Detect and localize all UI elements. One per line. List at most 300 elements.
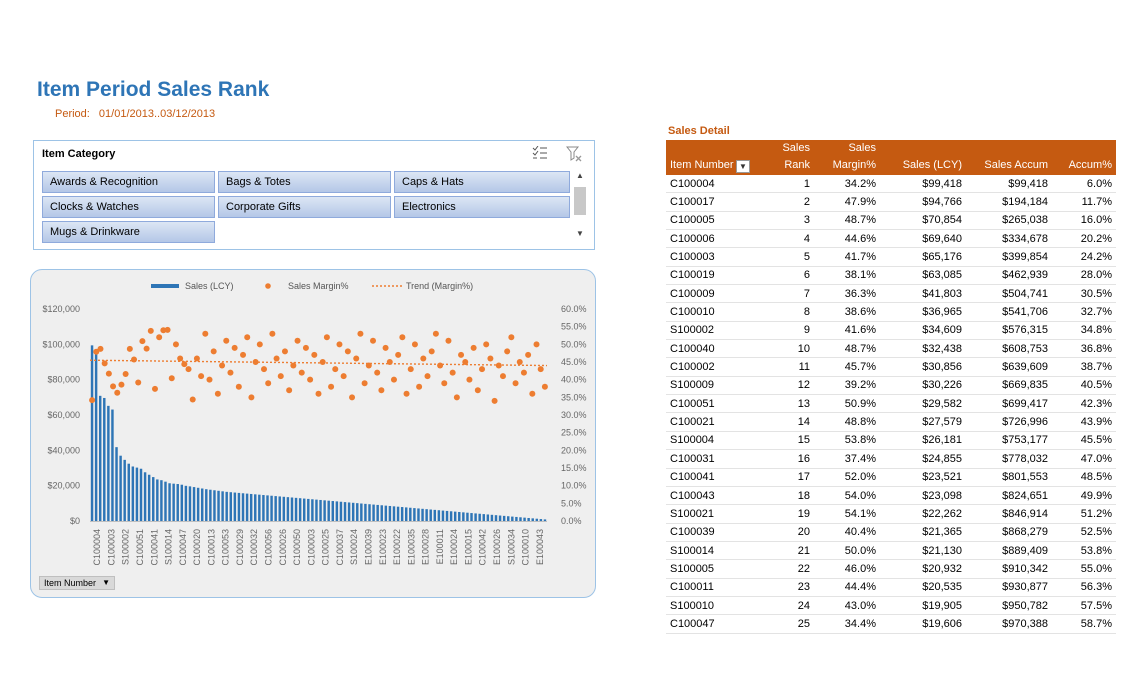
table-cell: $20,535	[880, 578, 966, 596]
slicer-item-bags-totes[interactable]: Bags & Totes	[218, 171, 391, 193]
margin-point	[445, 338, 451, 344]
sales-bar	[454, 512, 456, 521]
sales-bar	[372, 505, 374, 521]
sales-bar	[315, 500, 317, 521]
margin-point	[387, 359, 393, 365]
table-row	[666, 285, 1116, 303]
sales-bar	[527, 518, 529, 521]
table-cell: 34.8%	[1052, 321, 1116, 339]
sales-bar	[234, 493, 236, 521]
table-cell: C100003	[666, 248, 752, 266]
y-right-tick-label: 55.0%	[561, 321, 587, 332]
table-cell: 36.8%	[1052, 340, 1116, 358]
table-cell: $69,640	[880, 230, 966, 248]
margin-point	[139, 338, 145, 344]
sales-bar	[209, 490, 211, 521]
table-row	[666, 358, 1116, 376]
col-header-accum-pct: Accum%	[1052, 140, 1116, 175]
table-cell: S100014	[666, 541, 752, 559]
margin-point	[190, 396, 196, 402]
sales-bar	[523, 518, 525, 521]
table-cell: $32,438	[880, 340, 966, 358]
slicer-header: Item Category	[42, 148, 116, 160]
table-cell: 19	[752, 505, 814, 523]
table-cell: $868,279	[966, 523, 1052, 541]
margin-point	[97, 346, 103, 352]
margin-point	[391, 377, 397, 383]
sales-bar	[172, 484, 174, 521]
table-row	[666, 303, 1116, 321]
sales-bar	[409, 508, 411, 521]
sales-bar	[250, 494, 252, 521]
slicer-item-clocks-watches[interactable]: Clocks & Watches	[42, 196, 215, 218]
table-cell: 48.7%	[814, 340, 880, 358]
x-tick-label: C100004	[92, 529, 103, 566]
margin-point	[429, 348, 435, 354]
sales-bar	[246, 494, 248, 521]
margin-point	[324, 334, 330, 340]
table-cell: 50.0%	[814, 541, 880, 559]
sales-bar	[319, 500, 321, 521]
slicer-scrollbar[interactable]	[572, 171, 588, 243]
table-cell: $669,835	[966, 376, 1052, 394]
table-cell: $970,388	[966, 615, 1052, 633]
margin-point	[534, 341, 540, 347]
sales-bar	[299, 498, 301, 521]
margin-point	[496, 363, 502, 369]
margin-point	[328, 384, 334, 390]
margin-point	[278, 373, 284, 379]
table-cell: $36,965	[880, 303, 966, 321]
x-tick-label: S100002	[120, 529, 131, 566]
table-cell: $24,855	[880, 450, 966, 468]
x-tick-label: E100015	[463, 529, 474, 566]
x-tick-label: S100034	[506, 529, 517, 566]
margin-point	[227, 370, 233, 376]
table-cell: 48.5%	[1052, 468, 1116, 486]
margin-point	[215, 391, 221, 397]
sales-bar	[376, 505, 378, 521]
sales-bar	[487, 514, 489, 521]
table-cell: $94,766	[880, 193, 966, 211]
table-cell: 32.7%	[1052, 303, 1116, 321]
margin-point	[357, 331, 363, 337]
margin-point	[500, 373, 506, 379]
x-tick-label: C100042	[477, 529, 488, 566]
x-tick-label: C100003	[306, 529, 317, 566]
sales-bar	[291, 498, 293, 521]
margin-point	[538, 366, 544, 372]
col-header-label: Sales Margin%	[832, 142, 876, 171]
table-cell: 6	[752, 266, 814, 284]
table-cell: $27,579	[880, 413, 966, 431]
margin-point	[240, 352, 246, 358]
table-cell: S100009	[666, 376, 752, 394]
slicer-item-caps-hats[interactable]: Caps & Hats	[394, 171, 570, 193]
table-cell: $29,582	[880, 395, 966, 413]
sales-bar	[519, 517, 521, 521]
sales-bar	[544, 519, 546, 521]
margin-point	[374, 370, 380, 376]
table-cell: $801,553	[966, 468, 1052, 486]
item-number-field-button[interactable]	[39, 576, 115, 590]
x-tick-label: C100053	[220, 529, 231, 566]
sales-bar	[230, 492, 232, 521]
table-cell: 4	[752, 230, 814, 248]
sales-bar	[99, 396, 101, 521]
sales-bar	[495, 515, 497, 521]
table-cell: 41.7%	[814, 248, 880, 266]
table-cell: 30.5%	[1052, 285, 1116, 303]
table-cell: 18	[752, 486, 814, 504]
table-cell: $334,678	[966, 230, 1052, 248]
margin-point	[408, 366, 414, 372]
sales-bar	[356, 503, 358, 521]
table-row	[666, 266, 1116, 284]
sales-bar	[458, 512, 460, 521]
table-cell: 37.4%	[814, 450, 880, 468]
sales-bar	[274, 496, 276, 521]
margin-point	[295, 338, 301, 344]
margin-point	[450, 370, 456, 376]
margin-point	[173, 341, 179, 347]
clear-filter-icon[interactable]	[566, 146, 582, 162]
table-row	[666, 211, 1116, 229]
table-cell: C100043	[666, 486, 752, 504]
sales-bar	[156, 479, 158, 521]
table-cell: $910,342	[966, 560, 1052, 578]
x-tick-label: C100025	[320, 529, 331, 566]
sales-bar	[303, 499, 305, 521]
legend-label-sales: Sales (LCY)	[185, 281, 234, 291]
table-cell: 38.1%	[814, 266, 880, 284]
table-cell: $778,032	[966, 450, 1052, 468]
sales-bar	[136, 468, 138, 521]
sales-bar	[123, 460, 125, 521]
table-cell: $22,262	[880, 505, 966, 523]
sales-bar	[466, 513, 468, 521]
margin-point	[206, 377, 212, 383]
table-cell: 16	[752, 450, 814, 468]
table-cell: $63,085	[880, 266, 966, 284]
y-left-tick-label: $40,000	[47, 445, 80, 456]
table-row	[666, 578, 1116, 596]
slicer-item-corporate-gifts[interactable]: Corporate Gifts	[218, 196, 391, 218]
table-cell: 3	[752, 211, 814, 229]
table-cell: C100004	[666, 175, 752, 193]
table-cell: $930,877	[966, 578, 1052, 596]
table-cell: C100039	[666, 523, 752, 541]
sales-bar	[177, 484, 179, 521]
sales-bar	[283, 497, 285, 521]
margin-point	[244, 334, 250, 340]
table-cell: 1	[752, 175, 814, 193]
table-cell: C100017	[666, 193, 752, 211]
margin-point	[257, 341, 263, 347]
y-right-tick-label: 20.0%	[561, 445, 587, 456]
x-tick-label: C100026	[277, 529, 288, 566]
sales-detail-title: Sales Detail	[668, 125, 730, 137]
table-cell: 47.9%	[814, 193, 880, 211]
slicer-item-mugs-drinkware[interactable]: Mugs & Drinkware	[42, 221, 215, 243]
table-cell: 42.3%	[1052, 395, 1116, 413]
sales-bar	[287, 497, 289, 521]
sales-bar	[446, 511, 448, 521]
margin-point	[131, 357, 137, 363]
table-cell: $504,741	[966, 285, 1052, 303]
sales-bar	[225, 492, 227, 521]
y-right-tick-label: 50.0%	[561, 339, 587, 350]
sales-bar	[442, 511, 444, 521]
margin-point	[114, 390, 120, 396]
table-cell: $824,651	[966, 486, 1052, 504]
legend-label-margin: Sales Margin%	[288, 281, 349, 291]
col-header-item-number[interactable]	[666, 140, 752, 175]
table-cell: $30,226	[880, 376, 966, 394]
sales-bar	[107, 406, 109, 521]
sales-bar	[381, 505, 383, 521]
table-cell: S100005	[666, 560, 752, 578]
sales-bar	[352, 503, 354, 521]
sales-bar	[91, 345, 93, 521]
table-cell: 11	[752, 358, 814, 376]
y-right-tick-label: 5.0%	[561, 498, 582, 509]
table-cell: $889,409	[966, 541, 1052, 559]
sales-bar	[115, 447, 117, 521]
table-cell: 53.8%	[1052, 541, 1116, 559]
table-cell: $99,418	[966, 175, 1052, 193]
table-row	[666, 541, 1116, 559]
table-row	[666, 560, 1116, 578]
table-cell: $541,706	[966, 303, 1052, 321]
sales-bar	[438, 510, 440, 521]
margin-point	[416, 384, 422, 390]
table-cell: 10	[752, 340, 814, 358]
table-cell: 58.7%	[1052, 615, 1116, 633]
slicer-toolbar	[532, 146, 582, 162]
x-tick-label: E100011	[434, 529, 445, 565]
table-cell: 48.8%	[814, 413, 880, 431]
sales-bar	[470, 513, 472, 521]
table-cell: 2	[752, 193, 814, 211]
table-cell: 49.9%	[1052, 486, 1116, 504]
x-tick-label: C100041	[149, 529, 160, 566]
table-cell: 39.2%	[814, 376, 880, 394]
table-row	[666, 193, 1116, 211]
table-cell: 25	[752, 615, 814, 633]
sales-bar	[254, 494, 256, 521]
table-cell: 15	[752, 431, 814, 449]
margin-point	[118, 382, 124, 388]
margin-point	[253, 359, 259, 365]
sales-bar	[405, 507, 407, 521]
sales-bar	[434, 510, 436, 521]
scroll-thumb[interactable]	[574, 187, 586, 215]
table-row	[666, 248, 1116, 266]
table-cell: $23,098	[880, 486, 966, 504]
sales-bar	[270, 496, 272, 521]
table-cell: 17	[752, 468, 814, 486]
table-cell: 20.2%	[1052, 230, 1116, 248]
table-cell: 40.4%	[814, 523, 880, 541]
margin-point	[466, 377, 472, 383]
margin-point	[198, 373, 204, 379]
y-right-tick-label: 35.0%	[561, 392, 587, 403]
margin-point	[508, 334, 514, 340]
scroll-down-icon[interactable]: ▼	[576, 229, 584, 238]
table-cell: $23,521	[880, 468, 966, 486]
table-cell: 43.9%	[1052, 413, 1116, 431]
table-cell: 23	[752, 578, 814, 596]
margin-point	[261, 366, 267, 372]
sales-bar	[531, 518, 533, 521]
margin-point	[248, 394, 254, 400]
margin-point	[504, 348, 510, 354]
margin-point	[433, 331, 439, 337]
sales-bar	[417, 508, 419, 521]
sales-bar	[217, 491, 219, 521]
margin-point	[219, 363, 225, 369]
margin-point	[475, 387, 481, 393]
table-row	[666, 505, 1116, 523]
col-header-sales-accum: Sales Accum	[966, 140, 1052, 175]
sales-bar	[413, 508, 415, 521]
y-right-tick-label: 0.0%	[561, 516, 582, 526]
filter-dropdown-icon[interactable]: ▼	[736, 160, 750, 173]
slicer-item-electronics[interactable]: Electronics	[394, 196, 570, 218]
table-cell: C100051	[666, 395, 752, 413]
sales-bar	[242, 493, 244, 521]
table-cell: 36.3%	[814, 285, 880, 303]
margin-point	[211, 348, 217, 354]
margin-point	[303, 345, 309, 351]
sales-bar	[478, 514, 480, 521]
sales-bar	[189, 486, 191, 521]
margin-point	[349, 394, 355, 400]
margin-point	[274, 355, 280, 361]
scroll-up-icon[interactable]: ▲	[576, 171, 584, 180]
y-right-tick-label: 25.0%	[561, 427, 587, 438]
multi-select-icon[interactable]	[532, 146, 548, 162]
table-cell: $21,130	[880, 541, 966, 559]
margin-point	[441, 380, 447, 386]
table-row	[666, 486, 1116, 504]
sales-bar	[507, 516, 509, 521]
y-left-tick-label: $20,000	[47, 480, 80, 491]
table-cell: $846,914	[966, 505, 1052, 523]
x-tick-label: C100056	[263, 529, 274, 566]
x-tick-label: C100032	[249, 529, 260, 566]
sales-bar	[450, 511, 452, 521]
margin-point	[223, 338, 229, 344]
margin-point	[265, 380, 271, 386]
table-cell: 34.2%	[814, 175, 880, 193]
margin-point	[307, 377, 313, 383]
margin-point	[412, 341, 418, 347]
sales-bar	[201, 488, 203, 521]
sales-bar	[140, 469, 142, 521]
table-cell: 20	[752, 523, 814, 541]
x-tick-label: E100023	[377, 529, 388, 566]
sales-bar	[425, 509, 427, 521]
margin-point	[299, 370, 305, 376]
table-header-row	[666, 140, 1116, 175]
table-cell: C100010	[666, 303, 752, 321]
sales-bar	[344, 502, 346, 521]
table-cell: 24.2%	[1052, 248, 1116, 266]
sales-bar	[279, 496, 281, 521]
sales-bar	[397, 507, 399, 521]
x-tick-label: C100051	[134, 529, 145, 566]
sales-bar	[181, 485, 183, 521]
table-row	[666, 523, 1116, 541]
period-value: 01/01/2013..03/12/2013	[98, 108, 216, 120]
table-cell: 54.0%	[814, 486, 880, 504]
table-row	[666, 175, 1116, 193]
margin-point	[148, 328, 154, 334]
table-cell: C100021	[666, 413, 752, 431]
x-tick-label: C100050	[292, 529, 303, 566]
sales-bar	[340, 502, 342, 521]
margin-point	[269, 331, 275, 337]
table-cell: $608,753	[966, 340, 1052, 358]
legend-swatch-margin	[265, 283, 271, 289]
margin-point	[370, 338, 376, 344]
margin-point	[353, 355, 359, 361]
table-cell: 22	[752, 560, 814, 578]
margin-point	[282, 348, 288, 354]
margin-point	[290, 363, 296, 369]
table-cell: 46.0%	[814, 560, 880, 578]
x-tick-label: S100024	[349, 529, 360, 566]
margin-point	[194, 355, 200, 361]
sales-rank-chart[interactable]	[30, 269, 596, 598]
margin-point	[437, 363, 443, 369]
chart-canvas	[31, 270, 596, 598]
table-cell: C100011	[666, 578, 752, 596]
col-header-label: Item Number	[670, 159, 734, 171]
table-cell: C100041	[666, 468, 752, 486]
sales-bar	[360, 504, 362, 521]
table-cell: 52.0%	[814, 468, 880, 486]
table-cell: C100005	[666, 211, 752, 229]
sales-bar	[132, 466, 134, 521]
table-cell: $26,181	[880, 431, 966, 449]
sales-bar	[168, 483, 170, 521]
y-left-tick-label: $80,000	[47, 374, 80, 385]
sales-bar	[401, 507, 403, 521]
table-cell: $21,365	[880, 523, 966, 541]
sales-bar	[389, 506, 391, 521]
sales-bar	[164, 482, 166, 521]
sales-bar	[327, 501, 329, 521]
table-cell: 43.0%	[814, 596, 880, 614]
margin-point	[89, 397, 95, 403]
sales-bar	[103, 398, 105, 521]
col-header-sales-lcy: Sales (LCY)	[880, 140, 966, 175]
y-right-tick-label: 45.0%	[561, 357, 587, 367]
sales-bar	[95, 354, 97, 521]
table-cell: 47.0%	[1052, 450, 1116, 468]
sales-bar	[336, 501, 338, 521]
margin-point	[177, 355, 183, 361]
slicer-item-awards-recognition[interactable]: Awards & Recognition	[42, 171, 215, 193]
x-tick-label: C100029	[234, 529, 245, 566]
margin-point	[110, 383, 116, 389]
y-right-tick-label: 60.0%	[561, 304, 587, 314]
sales-bar	[348, 502, 350, 521]
margin-point	[492, 398, 498, 404]
